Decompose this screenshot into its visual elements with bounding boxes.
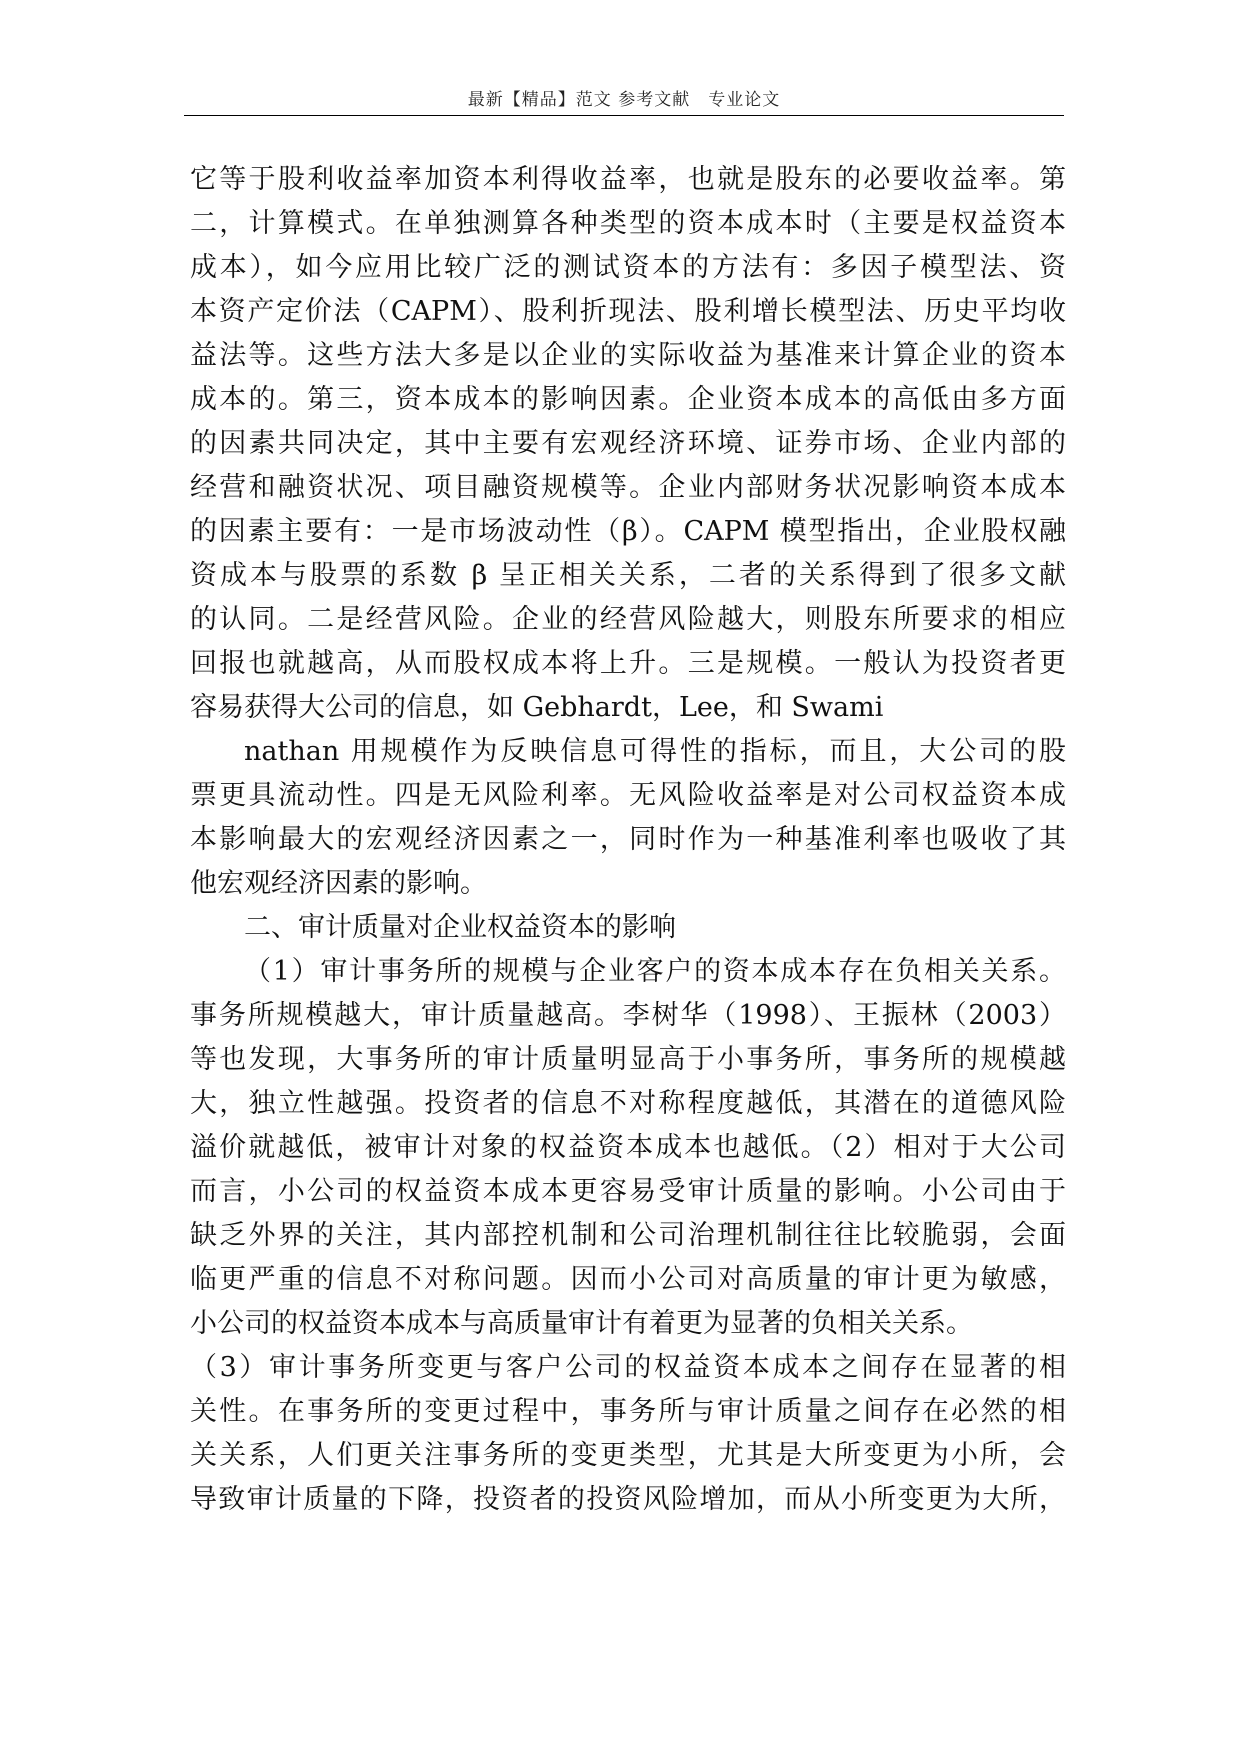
- text-line: 本影响最大的宏观经济因素之一，同时作为一种基准利率也吸收了其: [190, 824, 1066, 855]
- text-line: 溢价就越低，被审计对象的权益资本成本也越低。（2）相对于大公司: [190, 1132, 1066, 1163]
- text-line: 而言，小公司的权益资本成本更容易受审计质量的影响。小公司由于: [190, 1176, 1066, 1207]
- text-line: 等也发现，大事务所的审计质量明显高于小事务所，事务所的规模越: [190, 1044, 1066, 1075]
- text-line: 益法等。这些方法大多是以企业的实际收益为基准来计算企业的资本: [190, 340, 1066, 371]
- text-line: 缺乏外界的关注，其内部控机制和公司治理机制往往比较脆弱，会面: [190, 1220, 1066, 1251]
- text-line: nathan 用规模作为反映信息可得性的指标，而且，大公司的股: [244, 736, 1066, 767]
- text-line: 事务所规模越大，审计质量越高。李树华（1998）、王振林（2003）: [190, 1000, 1066, 1031]
- text-line: （1）审计事务所的规模与企业客户的资本成本存在负相关关系。: [244, 956, 1066, 987]
- text-line: 关性。在事务所的变更过程中，事务所与审计质量之间存在必然的相: [190, 1396, 1066, 1427]
- text-line: 小公司的权益资本成本与高质量审计有着更为显著的负相关关系。: [190, 1308, 973, 1339]
- page-header: 最新【精品】范文 参考文献 专业论文: [467, 90, 781, 110]
- section-heading: 二、审计质量对企业权益资本的影响: [244, 912, 676, 943]
- text-line: 的因素主要有：一是市场波动性（β）。CAPM 模型指出，企业股权融: [190, 516, 1066, 547]
- text-line: 资成本与股票的系数 β 呈正相关关系，二者的关系得到了很多文献: [190, 560, 1066, 591]
- text-line: 的认同。二是经营风险。企业的经营风险越大，则股东所要求的相应: [190, 604, 1066, 635]
- text-line: 经营和融资状况、项目融资规模等。企业内部财务状况影响资本成本: [190, 472, 1066, 503]
- text-line: 导致审计质量的下降，投资者的投资风险增加，而从小所变更为大所，: [190, 1484, 1066, 1515]
- text-line: 关关系，人们更关注事务所的变更类型，尤其是大所变更为小所，会: [190, 1440, 1066, 1471]
- text-line: 临更严重的信息不对称问题。因而小公司对高质量的审计更为敏感，: [190, 1264, 1066, 1295]
- header-rule: [184, 115, 1064, 116]
- text-line: 大，独立性越强。投资者的信息不对称程度越低，其潜在的道德风险: [190, 1088, 1066, 1119]
- text-line: 成本），如今应用比较广泛的测试资本的方法有：多因子模型法、资: [190, 252, 1066, 283]
- body-text: [190, 158, 1066, 1522]
- text-line: 成本的。第三，资本成本的影响因素。企业资本成本的高低由多方面: [190, 384, 1066, 415]
- text-line: 本资产定价法（CAPM）、股利折现法、股利增长模型法、历史平均收: [190, 296, 1066, 327]
- text-line: 他宏观经济因素的影响。: [190, 868, 487, 899]
- text-line: 的因素共同决定，其中主要有宏观经济环境、证券市场、企业内部的: [190, 428, 1066, 459]
- text-line: 它等于股利收益率加资本利得收益率，也就是股东的必要收益率。第: [190, 164, 1066, 195]
- text-line: 容易获得大公司的信息，如 Gebhardt，Lee，和 Swami: [190, 692, 884, 723]
- text-line: 二，计算模式。在单独测算各种类型的资本成本时（主要是权益资本: [190, 208, 1066, 239]
- text-line: （3）审计事务所变更与客户公司的权益资本成本之间存在显著的相: [190, 1352, 1066, 1383]
- text-line: 票更具流动性。四是无风险利率。无风险收益率是对公司权益资本成: [190, 780, 1066, 811]
- text-line: 回报也就越高，从而股权成本将上升。三是规模。一般认为投资者更: [190, 648, 1066, 679]
